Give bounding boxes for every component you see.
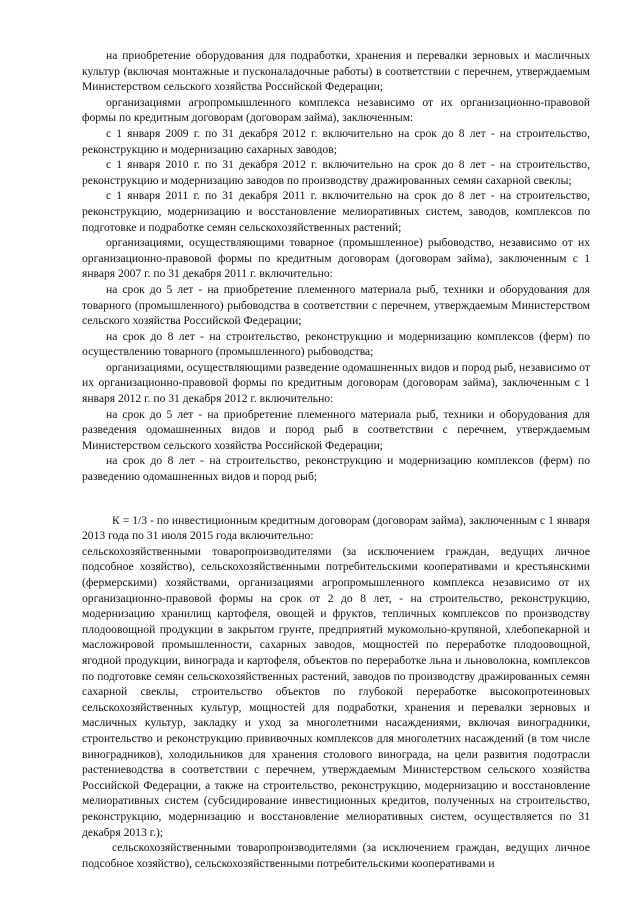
paragraph-fish-breeding-material: на срок до 5 лет - на приобретение племенного материала рыб, техники и оборудования для товарного (промышленного) рыбоводства в соответствии с перечнем, утверждаемым Министерством сельского хозяйства Российской Федерации; — [82, 282, 590, 328]
paragraph-agro-organizations: организациями агропромышленного комплекса независимо от их организационно-правовой формы по кредитным договорам (договорам займа), заключенным: — [82, 95, 590, 125]
paragraph-sugar-beet-seeds: с 1 января 2010 г. по 31 декабря 2012 г. включительно на срок до 8 лет - на строительство, реконструкцию и модернизацию заводов по производству дражированных семян сахарной свеклы; — [82, 158, 590, 187]
paragraph-fish-farming-organizations: организациями, осуществляющими товарное (промышленное) рыбоводство, независимо от их организационно-правовой формы по кредитным договорам (договорам займа), заключенным с 1 января 2007 г. по 31 декабря 2011 г. включительно: — [82, 236, 590, 281]
paragraph-domestic-fish-organizations: организациями, осуществляющими разведение одомашненных видов и пород рыб, независимо от их организационно-правовой формы по кредитным договорам (договорам займа), заключенным с 1 января 2012 г. по 31 декабря 2012 г. включительно: — [82, 360, 590, 406]
paragraph-k-coefficient: К = 1/3 - по инвестиционным кредитным договорам (договорам займа), заключенным с 1 января 2013 года по 31 июля 2015 года включительно: — [82, 513, 590, 543]
paragraph-investment-purposes: сельскохозяйственными товаропроизводителями (за исключением граждан, ведущих личное подсобное хозяйство), сельскохозяйственными потребительскими кооперативами и крестьянскими (фермерскими) хозяйствами, организациями агропромышленного комплекса независимо от их организационно-правовой формы на срок от 2 до 8 лет, - на строительство, реконструкцию, модернизацию хранилищ картофеля, овощей и фруктов, тепличных комплексов по производству плодоовощной продукции в закрытом грунте, предприятий мукомольно-крупяной, хлебопекарной и масложировой промышленности, сахарных заводов, мощностей по переработке плодоовощной, ягодной продукции, винограда и картофеля, объектов по переработке льна и льноволокна, комплексов по подготовке семян сельскохозяйственных растений, заводов по производству дражированных семян сахарной свеклы, строительство объектов по глубокой переработке высокопротеиновых сельскохозяйственных культур, мощностей для подработки, хранения и перевалки зерновых и масличных культур, закладку и уход за многолетними насаждениями, включая виноградники, строительство и реконструкцию прививочных комплексов для многолетних насаждений (в том числе виноградников), холодильников для хранения столового винограда, на цели развития подотрасли растениеводства в соответствии с перечнем, утверждаемым Министерством сельского хозяйства Российской Федерации, а также на строительство, реконструкцию, модернизацию и восстановление мелиоративных систем (субсидирование инвестиционных кредитов, полученных на строительство, реконструкцию, модернизацию и восстановление мелиоративных систем, осуществляется по 31 декабря 2013 г.); — [82, 544, 590, 839]
paragraph-domestic-fish-material: на срок до 5 лет - на приобретение племенного материала рыб, техники и оборудования для разведения одомашненных видов и пород рыб в соответствии с перечнем, утверждаемым Министерством сельского хозяйства Российской Федерации; — [82, 407, 590, 452]
paragraph-sugar-plants: с 1 января 2009 г. по 31 декабря 2012 г. включительно на срок до 8 лет - на строительство, реконструкцию и модернизацию сахарных заводов; — [82, 126, 590, 156]
paragraph-gap — [82, 485, 590, 513]
paragraph-fish-farm-construction: на срок до 8 лет - на строительство, реконструкцию и модернизацию комплексов (ферм) по осуществлению товарного (промышленного) рыбоводства; — [82, 329, 590, 359]
paragraph-melioration-systems: с 1 января 2011 г. по 31 декабря 2011 г. включительно на срок до 8 лет - на строительство, реконструкцию, модернизацию и восстановление мелиоративных систем, заводов, комплексов по подготовке и подработке семян сельскохозяйственных растений; — [82, 189, 590, 234]
paragraph-agricultural-producers: сельскохозяйственными товаропроизводителями (за исключением граждан, ведущих личное подсобное хозяйство), сельскохозяйственными потребительскими кооперативами и — [82, 841, 590, 870]
paragraph-equipment-purchase: на приобретение оборудования для подработки, хранения и перевалки зерновых и масличных культур (включая монтажные и пусконаладочные работы) в соответствии с перечнем, утверждаемым Министерством сельского хозяйства Российской Федерации; — [82, 49, 590, 94]
paragraph-domestic-fish-farms: на срок до 8 лет - на строительство, реконструкцию и модернизацию комплексов (ферм) по разведению одомашненных видов и пород рыб; — [82, 454, 590, 484]
